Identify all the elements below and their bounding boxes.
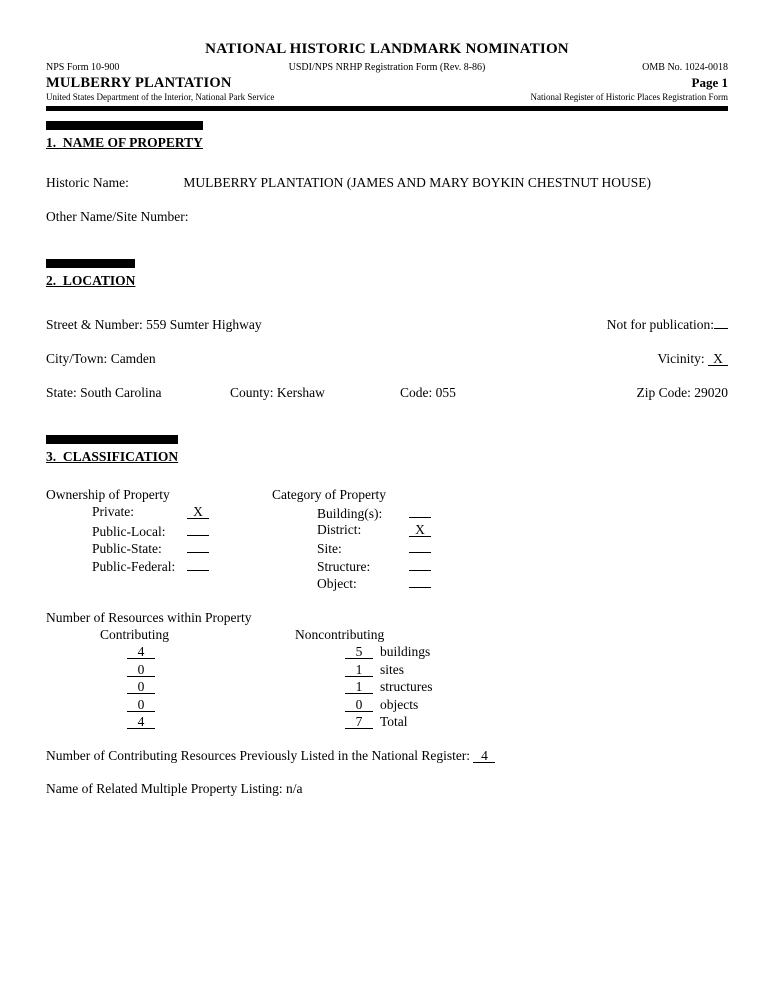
code-value: 055 <box>435 385 456 400</box>
vicinity-blank: X <box>708 351 728 366</box>
category-item-blank <box>409 556 431 571</box>
ownership-item-blank: X <box>187 504 209 519</box>
noncontributing-count: 1 <box>345 662 373 677</box>
contributing-count-cell <box>127 661 155 678</box>
page-number: Page 1 <box>691 75 728 90</box>
contributing-count-cell <box>127 678 155 695</box>
resource-type-label: sites <box>380 661 405 677</box>
usdi-registration-line: USDI/NPS NRHP Registration Form (Rev. 8-86) <box>288 62 486 73</box>
ownership-item <box>46 521 272 539</box>
vicinity-group <box>657 350 728 367</box>
historic-name-row <box>46 174 728 191</box>
ownership-item-label: Public-Federal: <box>92 558 176 574</box>
header-divider <box>46 106 728 111</box>
county-label: County: <box>230 385 274 400</box>
classification-columns <box>46 486 728 591</box>
contributing-count-cell <box>127 713 155 730</box>
category-item <box>272 521 728 539</box>
city-row <box>46 350 728 367</box>
resource-row <box>46 661 728 679</box>
category-column <box>272 486 728 591</box>
category-item-label: Site: <box>317 541 342 556</box>
ownership-item-label: Public-State: <box>92 541 162 556</box>
contributing-count: 0 <box>127 679 155 694</box>
category-item-blank <box>409 573 431 588</box>
other-name-row <box>46 208 728 225</box>
state-label: State: <box>46 385 77 400</box>
noncontributing-count-cell <box>345 661 373 678</box>
noncontributing-count-cell <box>345 713 373 730</box>
noncontributing-count: 5 <box>345 644 373 659</box>
category-item <box>272 538 728 556</box>
previously-listed-value: 4 <box>473 748 495 763</box>
contributing-heading: Contributing <box>100 626 170 642</box>
other-name-label: Other Name/Site Number: <box>46 209 189 224</box>
street-group <box>46 316 262 333</box>
contributing-count: 0 <box>127 697 155 712</box>
code-label: Code: <box>400 385 433 400</box>
zip-label: Zip Code: <box>636 385 691 400</box>
ownership-item-blank <box>187 556 209 571</box>
resource-row <box>46 713 728 731</box>
county-group <box>230 384 400 401</box>
not-for-publication-blank <box>714 314 728 329</box>
noncontributing-count: 0 <box>345 697 373 712</box>
category-heading: Category of Property <box>272 487 386 502</box>
category-item <box>272 503 728 521</box>
zip-group <box>637 384 729 401</box>
ownership-item-blank <box>187 538 209 553</box>
category-item <box>272 556 728 574</box>
resource-row <box>46 678 728 696</box>
vicinity-label: Vicinity: <box>657 351 705 366</box>
noncontributing-count-cell <box>345 696 373 713</box>
multiple-listing-row <box>46 780 728 797</box>
street-row <box>46 314 728 333</box>
multiple-listing-label: Name of Related Multiple Property Listing: <box>46 780 283 796</box>
section-2-heading-text: 2. LOCATION <box>46 273 136 288</box>
section-3-heading-text: 3. CLASSIFICATION <box>46 449 179 464</box>
category-item <box>272 573 728 591</box>
noncontributing-count: 1 <box>345 679 373 694</box>
ownership-item <box>46 556 272 574</box>
category-item-blank: X <box>409 522 431 537</box>
section-1-heading <box>43 121 213 151</box>
omb-number: OMB No. 1024-0018 <box>642 62 728 73</box>
city-label: City/Town: <box>46 351 108 366</box>
category-item-blank <box>409 538 431 553</box>
code-group <box>400 384 637 401</box>
not-for-publication-label: Not for publication: <box>606 317 714 332</box>
agency-row <box>46 92 728 103</box>
form-meta-row <box>46 62 728 74</box>
city-value: Camden <box>110 351 156 366</box>
resources-column-headers <box>46 626 728 644</box>
section-2-heading <box>43 259 145 289</box>
resource-type-label: objects <box>380 696 419 712</box>
property-name: MULBERRY PLANTATION <box>46 75 232 91</box>
noncontributing-heading: Noncontributing <box>295 626 385 642</box>
ownership-item-label: Private: <box>92 504 134 519</box>
city-group <box>46 350 156 367</box>
state-group <box>46 384 230 401</box>
section-3-heading <box>43 435 188 465</box>
category-item-label: Structure: <box>317 558 371 574</box>
document-title: NATIONAL HISTORIC LANDMARK NOMINATION <box>205 41 569 57</box>
contributing-count: 0 <box>127 662 155 677</box>
department-line: United States Department of the Interior, National Park Service <box>46 92 275 102</box>
nps-form-number: NPS Form 10-900 <box>46 62 120 73</box>
historic-name-label: Historic Name: <box>46 175 129 190</box>
resource-type-label: buildings <box>380 644 431 659</box>
state-value: South Carolina <box>80 385 162 400</box>
ownership-item <box>46 503 272 521</box>
category-item-label: Building(s): <box>317 506 383 521</box>
contributing-count-cell <box>127 643 155 660</box>
section-classification <box>46 435 728 797</box>
resource-type-label: Total <box>380 714 408 729</box>
category-item-label: Object: <box>317 576 357 591</box>
section-location <box>46 259 728 401</box>
ownership-item-blank <box>187 521 209 536</box>
previously-listed-row <box>46 747 728 764</box>
section-1-heading-text: 1. NAME OF PROPERTY <box>46 135 203 150</box>
resource-row <box>46 643 728 661</box>
noncontributing-count-cell <box>345 643 373 660</box>
noncontributing-count: 7 <box>345 714 373 729</box>
contributing-count: 4 <box>127 714 155 729</box>
noncontributing-count-cell <box>345 678 373 695</box>
contributing-count: 4 <box>127 644 155 659</box>
contributing-count-cell <box>127 696 155 713</box>
property-header-row <box>46 75 728 92</box>
category-item-label: District: <box>317 521 362 537</box>
previously-listed-label: Number of Contributing Resources Previously Listed in the National Register: <box>46 747 471 763</box>
resource-row <box>46 696 728 714</box>
ownership-heading: Ownership of Property <box>46 487 170 502</box>
ownership-item-label: Public-Local: <box>92 523 166 539</box>
ownership-item <box>46 538 272 556</box>
multiple-listing-value: n/a <box>285 780 303 796</box>
ownership-column <box>46 486 272 591</box>
category-item-blank <box>409 503 431 518</box>
section-name-of-property <box>46 121 728 225</box>
resource-type-label: structures <box>380 679 433 694</box>
county-value: Kershaw <box>276 385 325 400</box>
resources-heading: Number of Resources within Property <box>46 609 252 625</box>
street-label: Street & Number: <box>46 317 143 332</box>
street-value: 559 Sumter Highway <box>146 317 262 332</box>
register-line: National Register of Historic Places Registration Form <box>530 92 728 102</box>
zip-value: 29020 <box>694 385 728 400</box>
historic-name-value: MULBERRY PLANTATION (JAMES AND MARY BOYKIN CHESTNUT HOUSE) <box>183 175 651 190</box>
state-row <box>46 384 728 401</box>
not-for-publication-group <box>607 314 728 333</box>
